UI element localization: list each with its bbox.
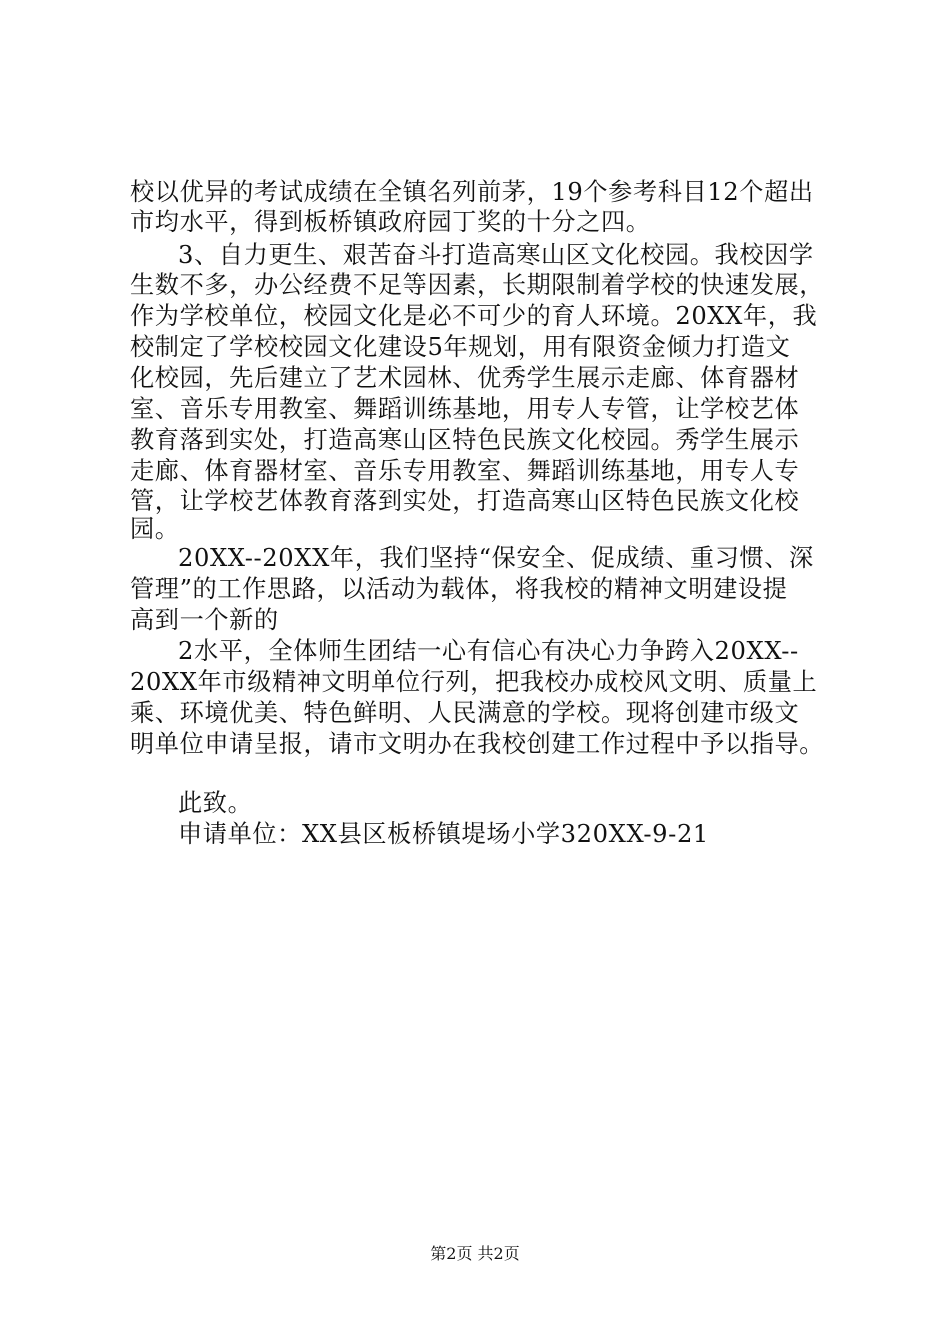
signature-line: 申请单位：XX县区板桥镇堤场小学320XX-9-21	[178, 820, 709, 848]
closing-salutation: 此致。	[178, 789, 253, 817]
body-text-line: 乘、环境优美、特色鲜明、人民满意的学校。现将创建市级文	[130, 699, 800, 727]
page-number-footer: 第2页 共2页	[430, 1244, 520, 1263]
body-text-line: 园。	[130, 515, 180, 543]
body-text-line: 明单位申请呈报，请市文明办在我校创建工作过程中予以指导。	[130, 730, 825, 758]
body-text-line: 管，让学校艺体教育落到实处，打造高寒山区特色民族文化校	[130, 487, 800, 515]
body-text-line: 生数不多，办公经费不足等因素，长期限制着学校的快速发展，	[130, 271, 825, 299]
body-text-line: 走廊、体育器材室、音乐专用教室、舞蹈训练基地，用专人专	[130, 457, 800, 485]
body-text-line: 管理”的工作思路，以活动为载体，将我校的精神文明建设提	[130, 575, 788, 603]
body-text-line: 20XX--20XX年，我们坚持“保安全、促成绩、重习惯、深	[178, 544, 814, 572]
body-text-line: 作为学校单位，校园文化是必不可少的育人环境。20XX年，我	[130, 302, 818, 330]
body-text-line: 教育落到实处，打造高寒山区特色民族文化校园。秀学生展示	[130, 426, 800, 454]
body-text-line: 20XX年市级精神文明单位行列，把我校办成校风文明、质量上	[130, 668, 818, 696]
body-text-line: 2水平，全体师生团结一心有信心有决心力争跨入20XX--	[178, 637, 799, 665]
body-text-line: 化校园，先后建立了艺术园林、优秀学生展示走廊、体育器材	[130, 364, 800, 392]
body-text-line: 高到一个新的	[130, 606, 279, 634]
body-text-line: 3、自力更生、艰苦奋斗打造高寒山区文化校园。我校因学	[178, 241, 814, 269]
body-text-line: 市均水平，得到板桥镇政府园丁奖的十分之四。	[130, 208, 651, 236]
body-text-line: 校以优异的考试成绩在全镇名列前茅，19个参考科目12个超出	[130, 178, 814, 206]
body-text-line: 校制定了学校校园文化建设5年规划，用有限资金倾力打造文	[130, 333, 791, 361]
body-text-line: 室、音乐专用教室、舞蹈训练基地，用专人专管，让学校艺体	[130, 395, 800, 423]
